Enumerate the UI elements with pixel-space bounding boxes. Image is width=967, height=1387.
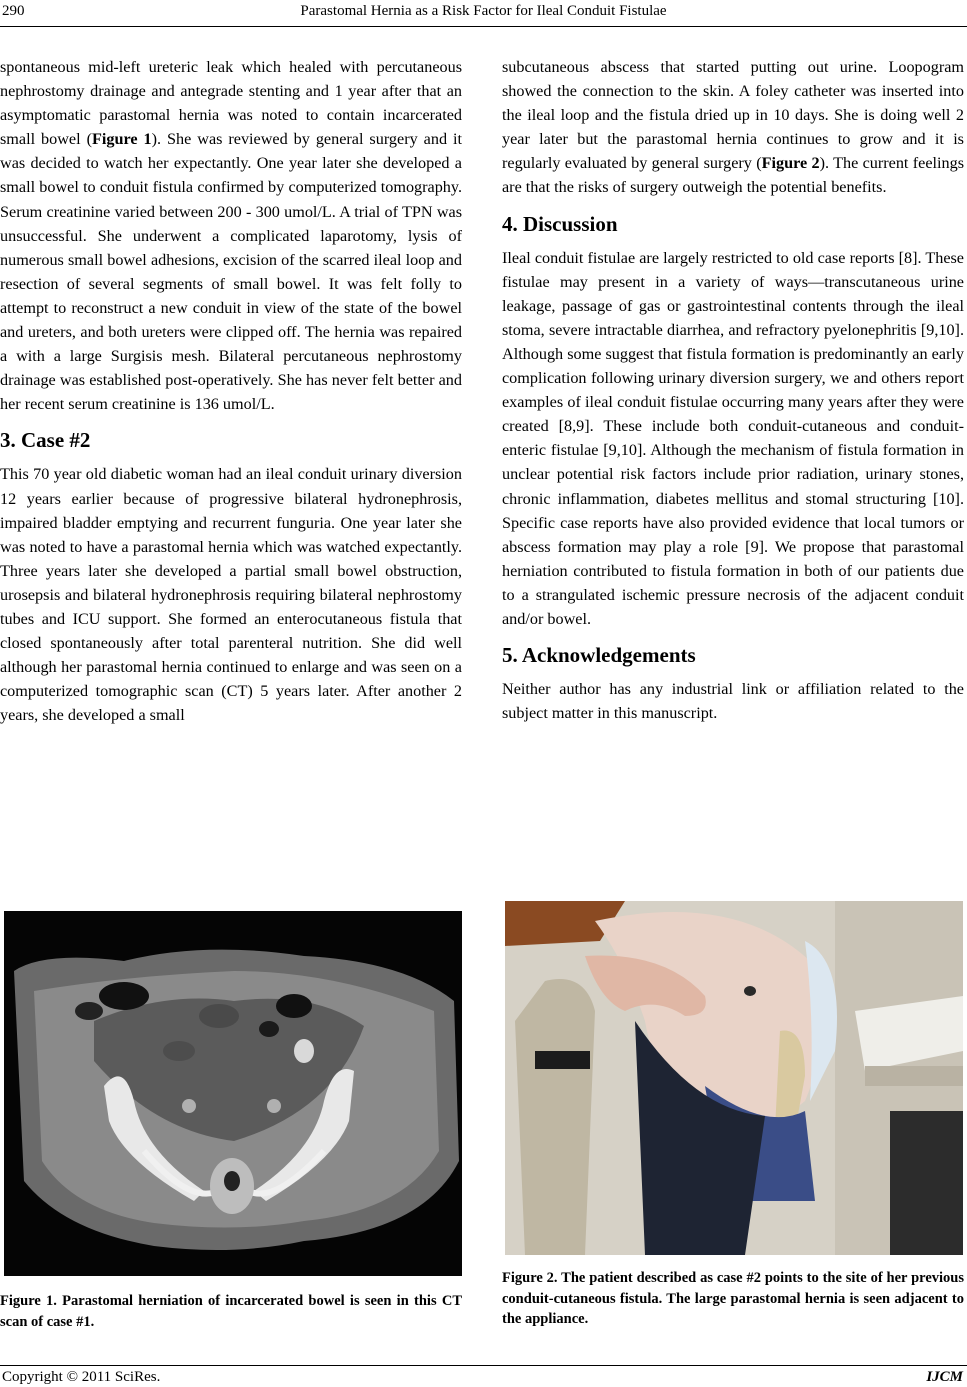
figure1-ct-scan-image (4, 911, 462, 1276)
para-text: spontaneous mid-left ureteric leak which healed with percutaneous nephrostomy drainage and antegrade stenting and 1 year after that an asymptomatic parastomal hernia was noted to contain incarcerated small bowel ( (0, 58, 462, 149)
figure2-patient-photo (505, 901, 963, 1255)
page-header (0, 0, 967, 27)
section4-heading: 4. Discussion (502, 211, 618, 236)
figure1-caption: Figure 1. Parastomal herniation of incarcerated bowel is seen in this CT scan of case #1. (0, 1293, 462, 1330)
case1-paragraph-continued (0, 55, 462, 416)
left-column (0, 55, 462, 727)
figure1-reference: Figure 1 (91, 130, 152, 149)
para-text: subcutaneous abscess that started putting out urine. Loopogram showed the connection to the skin. A foley catheter was inserted into the ileal loop and the fistula dried up in 10 days. She is doing well 2 year later but the parastomal hernia continues to grow and it is regularly evaluated by general surgery ( (502, 58, 964, 173)
page-number: 290 (2, 3, 25, 19)
figure2-reference: Figure 2 (761, 154, 820, 173)
discussion-paragraph: Ileal conduit fistulae are largely restricted to old case reports [8]. These fistulae may present in a variety of ways—transcutaneous urine leakage, passage of gas or gastrointestinal contents through the ileal stoma, severe intractable diarrhea, and refractory pyelonephritis [9,10]. Although some suggest that fistula formation is predominantly an early complication following urinary diversion surgery, we and others report examples of ileal conduit fistulae occurring many years after they were created [8,9]. These include both conduit-cutaneous and conduit-enteric fistulae [9,10]. Although the mechanism of fistula formation in unclear potential risk factors include prior radiation, urinary stones, chronic inflammation, diabetes mellitus and stomal structuring [10]. Specific case reports have also provided evidence that local tumors or abscess formation may play a role [9]. We propose that parastomal herniation contributed to fistula formation in both of our patients due to a strangulated ischemic pressure necrosis of the adjacent conduit and/or bowel. (502, 248, 964, 628)
figure2-caption: Figure 2. The patient described as case #2 points to the site of her previous conduit-cutaneous fistula. The large parastomal hernia is seen adjacent to the appliance. (502, 1270, 964, 1327)
para-text-rest: ). The current feelings are that the risks of surgery outweigh the potential benefits. (502, 154, 965, 197)
case2-paragraph-continued (502, 55, 964, 200)
right-column (502, 55, 964, 725)
running-title: Parastomal Hernia as a Risk Factor for Ileal Conduit Fistulae (300, 3, 667, 19)
section3-heading: 3. Case #2 (0, 428, 91, 453)
copyright-notice: Copyright © 2011 SciRes. (2, 1369, 161, 1385)
section5-heading: 5. Acknowledgements (502, 643, 696, 668)
case2-paragraph: This 70 year old diabetic woman had an ileal conduit urinary diversion 12 years earlier because of progressive bilateral hydronephrosis, impaired bladder emptying and recurrent funguria. One year later she was noted to have a parastomal hernia which was watched expectantly. Three years later she developed a partial small bowel obstruction, urosepsis and bilateral hydronephrosis requiring bilateral nephrostomy tubes and ICU support. She formed an enterocutaneous fistula that closed spontaneously after total parenteral nutrition. She did well although her parastomal hernia continued to enlarge and was seen on a computerized tomographic scan (CT) 5 years later. After another 2 years, she developed a small (0, 465, 462, 725)
para-text-rest: ). She was reviewed by general surgery and it was decided to watch her expectantly. One year later she developed a small bowel to conduit fistula confirmed by computerized tomography. Serum creatinine varied between 200 - 300 umol/L. A trial of TPN was unsuccessful. She underwent a complicated laparotomy, lysis of numerous small bowel adhesions, excision of the scarred ileal loop and resection of several segments of small bowel. It was felt folly to attempt to reconstruct a new conduit in view of the state of the bowel and ureters, and both ureters were clipped off. The hernia was repaired a with a large Surgisis mesh. Bilateral percutaneous nephrostomy drainage was established post-operatively. She has never felt better and her recent serum creatinine is 136 umol/L. (0, 130, 462, 414)
journal-name: IJCM (926, 1369, 963, 1385)
acknowledgements-paragraph: Neither author has any industrial link or affiliation related to the subject matter in this manuscript. (502, 680, 964, 723)
